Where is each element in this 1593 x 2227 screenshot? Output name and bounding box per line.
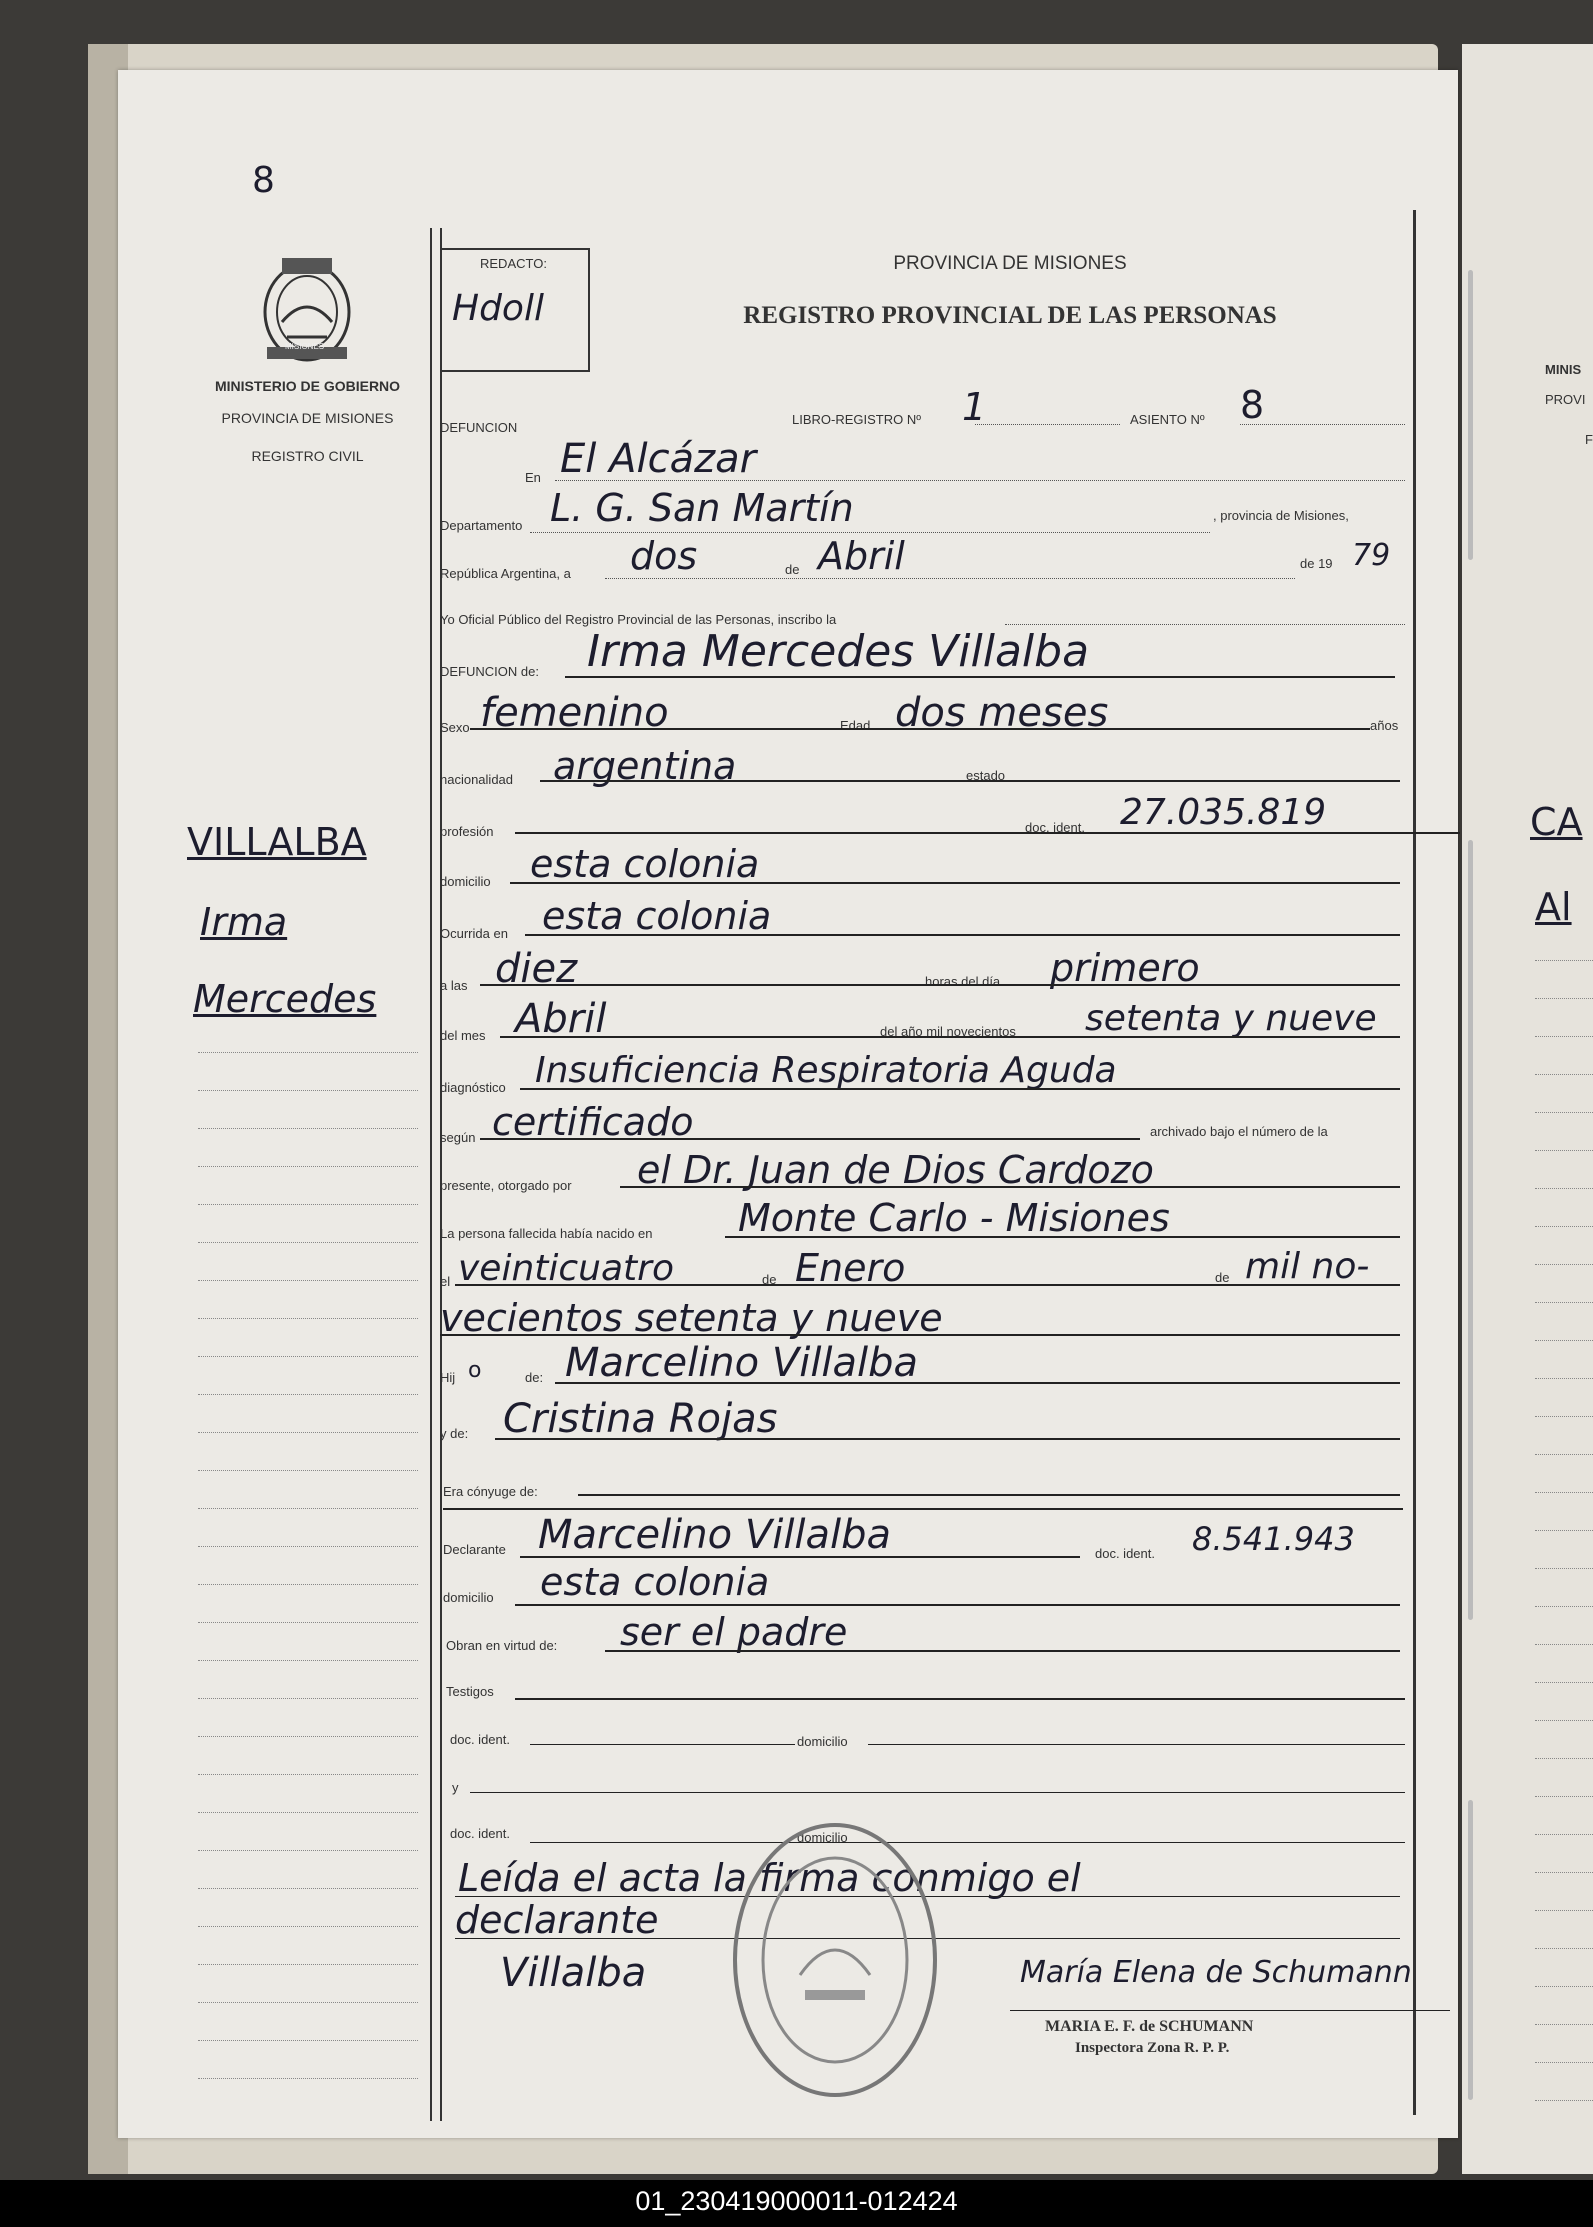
nacido-label: La persona fallecida había nacido en [440,1226,653,1241]
form-left-border-inner [440,228,442,2121]
seal-text: MISIONES [285,342,325,351]
margin-line [198,1394,418,1395]
right-page-line [1535,1074,1593,1075]
binding-tab [1468,1800,1473,2100]
sexo-value: femenino [480,690,669,736]
form-right-border [1413,210,1416,2115]
margin-surname: VILLALBA [187,820,367,864]
asiento-label: ASIENTO Nº [1130,412,1205,427]
margin-line [198,1622,418,1623]
a-las-label: a las [440,978,468,993]
dia-value: dos [630,534,698,578]
right-page-line [1535,1682,1593,1683]
margin-line [198,1660,418,1661]
right-page-line [1535,1112,1593,1113]
header-province: PROVINCIA DE MISIONES [893,253,1127,274]
nacionalidad-label: nacionalidad [440,772,514,787]
redacto-box [440,248,590,372]
redacto-label: REDACTO: [480,256,547,271]
yo-oficial-text: Yo Oficial Público del Registro Provincial de las Personas, inscribo la [440,612,837,627]
y-label: y [452,1780,459,1795]
margin-line [198,2040,418,2041]
presente-label: presente, otorgado por [440,1178,572,1193]
right-page-line [1535,1264,1593,1265]
domicilio2-label: domicilio [443,1590,494,1605]
right-page-text-2: PROVI [1545,392,1586,407]
doc-ident2-label: doc. ident. [1095,1546,1155,1561]
doc-ident-value: 27.035.819 [1120,792,1327,833]
margin-line [198,1888,418,1889]
del-mes-label: del mes [440,1028,486,1043]
archivado-label: archivado bajo el número de la [1150,1124,1328,1139]
obran-value: ser el padre [620,1610,848,1654]
record-type-label: DEFUNCION [440,420,518,435]
ocurrida-value: esta colonia [542,894,772,938]
doc-ident2-value: 8.541.943 [1192,1520,1355,1558]
domicilio2-value: esta colonia [540,1560,770,1604]
page-number: 8 [252,160,275,201]
anos-label: años [1370,718,1399,733]
domicilio3-label: domicilio [797,1734,848,1749]
margin-line [198,1546,418,1547]
declarante-label: Declarante [443,1542,506,1557]
del-anio-label: del año mil novecientos [880,1024,1016,1039]
doc-ident3-label: doc. ident. [450,1732,510,1747]
horas-del-dia-label: horas del día [925,974,1001,989]
right-page-line [1535,1036,1593,1037]
right-page-text-3: F [1585,432,1593,447]
estado-label: estado [966,768,1006,783]
official-stamp-icon [725,1815,945,2105]
official-name: MARIA E. F. de SCHUMANN [1045,2018,1254,2035]
right-page-line [1535,1226,1593,1227]
declarant-signature: Villalba [500,1950,647,1996]
departamento-label: Departamento [440,518,523,533]
de19-label: de 19 [1300,556,1333,571]
nac-anio-a: mil no- [1245,1246,1370,1287]
right-page-line [1535,1910,1593,1911]
right-page-line [1535,1796,1593,1797]
margin-line [198,1736,418,1737]
declarante-value: Marcelino Villalba [538,1512,892,1558]
right-page-text-1: MINIS [1545,362,1582,377]
de2-label: de [762,1272,777,1287]
right-page-line [1535,1492,1593,1493]
sexo-label: Sexo [440,720,470,735]
domicilio4-label: domicilio [797,1830,848,1845]
padre-value: Marcelino Villalba [565,1340,919,1386]
civil-registry-label: REGISTRO CIVIL [251,448,364,464]
hora-value: diez [495,946,578,992]
stamp-text [560,2150,595,2151]
edad-value: dos meses [895,690,1109,736]
y-de-label: y de: [440,1426,469,1441]
defuncion-de-label: DEFUNCION de: [440,664,539,679]
margin-line [198,2002,418,2003]
margin-line [198,1204,418,1205]
province-label: PROVINCIA DE MISIONES [221,410,394,426]
right-page-line [1535,1986,1593,1987]
ocurrida-label: Ocurrida en [440,926,508,941]
right-page-line [1535,1720,1593,1721]
margin-second-name: Mercedes [193,977,377,1021]
margin-line [198,1470,418,1471]
leida-line-2: declarante [455,1898,659,1942]
margin-line [198,1584,418,1585]
anio-value: 79 [1352,538,1391,573]
nac-dia-value: veinticuatro [458,1248,674,1289]
right-page-line [1535,1530,1593,1531]
provincia-suffix: , provincia de Misiones, [1213,508,1349,523]
right-page-line [1535,1454,1593,1455]
domicilio-value: esta colonia [530,842,760,886]
de4-label: de: [525,1370,544,1385]
margin-line [198,1698,418,1699]
header-registry: REGISTRO PROVINCIAL DE LAS PERSONAS [743,302,1277,329]
libro-value: 1 [962,385,987,429]
hijo-label: Hij [440,1370,456,1385]
margin-line [198,1964,418,1965]
right-page-line [1535,1606,1593,1607]
official-signature: María Elena de Schumann [1020,1955,1412,1990]
right-page-line [1535,1948,1593,1949]
de3-label: de [1215,1270,1230,1285]
right-page-line [1535,1340,1593,1341]
right-page-line [1535,960,1593,961]
binding-tab [1468,840,1473,1620]
libro-label: LIBRO-REGISTRO Nº [792,412,921,427]
el-label: el [440,1274,451,1289]
margin-line [198,1850,418,1851]
right-page-line [1535,1568,1593,1569]
nacionalidad-value: argentina [553,744,737,788]
nac-mes-value: Enero [795,1246,906,1290]
en-value: El Alcázar [560,436,757,482]
ministry-label: MINISTERIO DE GOBIERNO [214,378,401,394]
right-page-line [1535,1302,1593,1303]
hijo-suffix: o [468,1358,482,1383]
margin-line [198,1812,418,1813]
otorgado-value: el Dr. Juan de Dios Cardozo [637,1148,1154,1192]
madre-value: Cristina Rojas [503,1396,778,1442]
redacto-signature: Hdoll [452,288,544,329]
nac-anio-b: vecientos setenta y nueve [440,1296,943,1340]
margin-line [198,1508,418,1509]
right-page-line [1535,1758,1593,1759]
right-page-margin-1: CA [1530,800,1583,844]
doc-ident-label: doc. ident. [1025,820,1085,835]
doc-ident4-label: doc. ident. [450,1826,510,1841]
right-page-line [1535,2062,1593,2063]
right-page-line [1535,1150,1593,1151]
right-page-line [1535,1644,1593,1645]
margin-line [198,1166,418,1167]
domicilio-label: domicilio [440,874,491,889]
form-left-border [430,228,432,2121]
right-page-line [1535,2100,1593,2101]
de-label: de [785,562,800,577]
right-page-line [1535,998,1593,999]
right-page-line [1535,1188,1593,1189]
official-title: Inspectora Zona R. P. P. [1075,2040,1230,2056]
leida-line-1: Leída el acta la firma conmigo el [458,1856,1081,1900]
margin-line [198,1926,418,1927]
margin-line [198,1052,418,1053]
edad-label: Edad [840,718,871,733]
testigos-label: Testigos [446,1684,494,1699]
deceased-name: Irma Mercedes Villalba [587,626,1090,677]
right-page-line [1535,1378,1593,1379]
right-page-line [1535,1416,1593,1417]
margin-first-name: Irma [200,900,288,944]
margin-line [198,1318,418,1319]
margin-line [198,1280,418,1281]
margin-line [198,1242,418,1243]
mes-value: Abril [818,534,905,578]
segun-label: según [440,1130,476,1145]
binding-tab [1468,270,1473,560]
margin-line [198,1090,418,1091]
diagnostico-value: Insuficiencia Respiratoria Aguda [535,1050,1117,1091]
mes2-value: Abril [515,996,607,1042]
margin-line [198,2078,418,2079]
dia2-value: primero [1050,946,1200,990]
obran-label: Obran en virtud de: [446,1638,558,1653]
republica-label: República Argentina, a [440,566,571,581]
departamento-value: L. G. San Martín [550,486,854,530]
diagnostico-label: diagnóstico [440,1080,506,1095]
en-label: En [525,470,541,485]
segun-value: certificado [492,1100,694,1144]
right-page-line [1535,1834,1593,1835]
conyuge-label: Era cónyuge de: [443,1484,538,1499]
margin-line [198,1356,418,1357]
margin-line [198,1432,418,1433]
right-page-line [1535,1872,1593,1873]
profesion-label: profesión [440,824,494,839]
margin-line [198,1774,418,1775]
margin-line [198,1128,418,1129]
footer-id: 01_230419000011-012424 [635,2186,958,2216]
nacido-value: Monte Carlo - Misiones [738,1196,1170,1240]
asiento-value: 8 [1240,383,1265,427]
right-page-margin-2: Al [1535,885,1572,929]
anio2-value: setenta y nueve [1085,998,1377,1039]
right-page-line [1535,2024,1593,2025]
